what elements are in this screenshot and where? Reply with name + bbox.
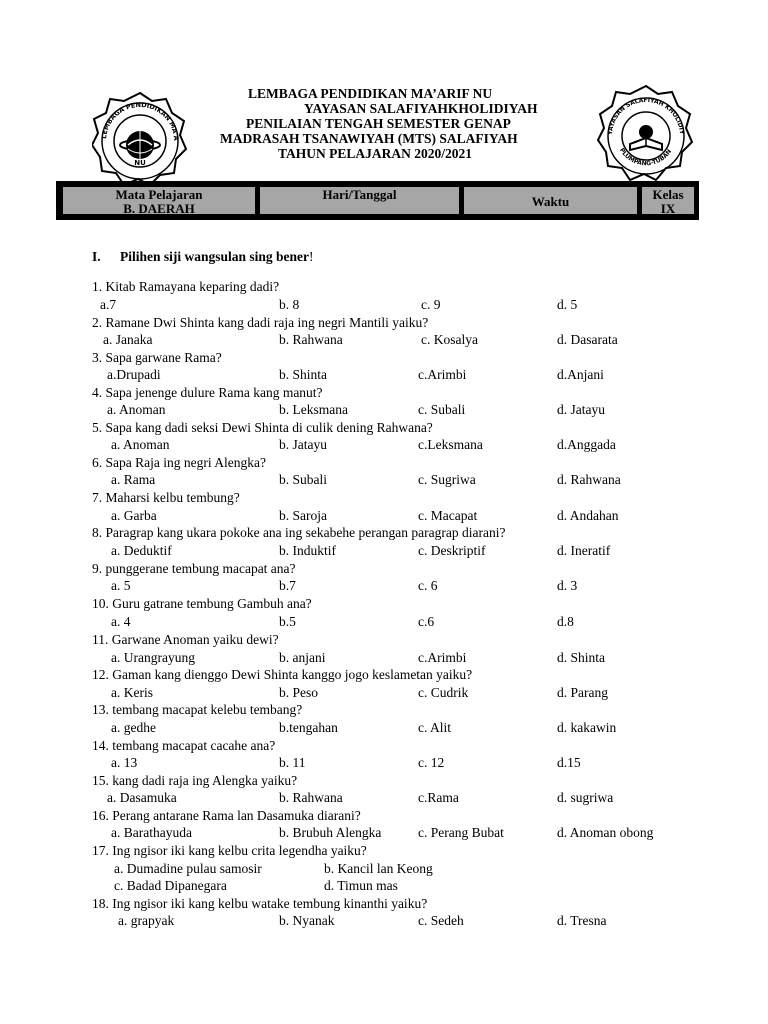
q17-option-a: a. Dumadine pulau samosir — [114, 861, 262, 876]
question-13-text: 13. tembang macapat kelebu tembang? — [92, 702, 303, 717]
question-17-text: 17. Ing ngisor iki kang kelbu crita legendha yaiku? — [92, 843, 367, 858]
question-18-text: 18. Ing ngisor iki kang kelbu watake tembung kinanthi yaiku? — [92, 896, 428, 911]
q10-option-d: d.8 — [557, 614, 574, 629]
q10-option-b: b.5 — [279, 614, 296, 629]
q4-option-c: c. Subali — [418, 402, 466, 417]
class-cell — [641, 186, 695, 215]
subject-label: Mata Pelajaran — [115, 187, 203, 202]
q17-option-b: b. Kancil lan Keong — [324, 861, 433, 876]
q5-option-d: d.Anggada — [557, 437, 616, 452]
header-line-1: LEMBAGA PENDIDIKAN MA’ARIF NU — [248, 86, 493, 101]
class-value: IX — [660, 201, 676, 216]
exam-info-bar — [56, 181, 699, 220]
svg-text:YAYASAN SALAFIYAH KHOLIDIYAH: YAYASAN SALAFIYAH KHOLIDIY — [606, 96, 685, 136]
header-line-5: TAHUN PELAJARAN 2020/2021 — [278, 146, 473, 161]
question-6-text: 6. Sapa Raja ing negri Alengka? — [92, 455, 266, 470]
question-15-text: 15. kang dadi raja ing Alengka yaiku? — [92, 773, 298, 788]
section-number: I. — [92, 249, 101, 264]
question-5-text: 5. Sapa kang dadi seksi Dewi Shinta di culik dening Rahwana? — [92, 420, 433, 435]
school-header — [190, 86, 590, 161]
svg-text:NU: NU — [134, 159, 146, 167]
q4-option-b: b. Leksmana — [279, 402, 348, 417]
question-3-text: 3. Sapa garwane Rama? — [92, 350, 222, 365]
q8-option-a: a. Deduktif — [111, 543, 172, 558]
q8-option-c: c. Deskriptif — [418, 543, 486, 558]
question-12-text: 12. Gaman kang dienggo Dewi Shinta kanggo jogo keslametan yaiku? — [92, 667, 473, 682]
yayasan-logo — [596, 84, 692, 180]
date-label: Hari/Tanggal — [322, 187, 397, 202]
q1-option-a: a.7 — [100, 297, 117, 312]
q3-option-a: a.Drupadi — [107, 367, 161, 382]
question-2-text: 2. Ramane Dwi Shinta kang dadi raja ing negri Mantili yaiku? — [92, 315, 429, 330]
q1-option-c: c. 9 — [421, 297, 441, 312]
q18-option-c: c. Sedeh — [418, 913, 464, 928]
q2-option-b: b. Rahwana — [279, 332, 343, 347]
q9-option-c: c. 6 — [418, 578, 438, 593]
q16-option-b: b. Brubuh Alengka — [279, 825, 382, 840]
q3-option-c: c.Arimbi — [418, 367, 467, 382]
q5-option-c: c.Leksmana — [418, 437, 483, 452]
header-line-4: MADRASAH TSANAWIYAH (MTS) SALAFIYAH — [220, 131, 518, 146]
nu-logo — [92, 91, 188, 187]
q12-option-b: b. Peso — [279, 685, 319, 700]
q2-option-c: c. Kosalya — [421, 332, 478, 347]
q13-option-d: d. kakawin — [557, 720, 617, 735]
q12-option-a: a. Keris — [111, 685, 153, 700]
q11-option-a: a. Urangrayung — [111, 650, 195, 665]
q2-option-d: d. Dasarata — [557, 332, 618, 347]
question-16-text: 16. Perang antarane Rama lan Dasamuka diarani? — [92, 808, 361, 823]
q18-option-d: d. Tresna — [557, 913, 607, 928]
q9-option-b: b.7 — [279, 578, 296, 593]
question-9-text: 9. punggerane tembung macapat ana? — [92, 561, 296, 576]
q11-option-c: c.Arimbi — [418, 650, 467, 665]
q13-option-a: a. gedhe — [111, 720, 156, 735]
q11-option-b: b. anjani — [279, 650, 326, 665]
question-11-text: 11. Garwane Anoman yaiku dewi? — [92, 632, 279, 647]
q14-option-d: d.15 — [557, 755, 581, 770]
header-line-2: YAYASAN SALAFIYAHKHOLIDIYAH — [304, 101, 538, 116]
time-cell — [463, 186, 638, 215]
q17-option-d: d. Timun mas — [324, 878, 398, 893]
q16-option-c: c. Perang Bubat — [418, 825, 504, 840]
q15-option-c: c.Rama — [418, 790, 459, 805]
q9-option-a: a. 5 — [111, 578, 131, 593]
svg-text:LEMBAGA PENDIDIKAN MA'ARIF NU: LEMBAGA PENDIDIKAN MA'A — [100, 100, 181, 141]
q18-option-a: a. grapyak — [118, 913, 175, 928]
q7-option-b: b. Saroja — [279, 508, 327, 523]
q15-option-b: b. Rahwana — [279, 790, 343, 805]
q16-option-d: d. Anoman obong — [557, 825, 654, 840]
q16-option-a: a. Barathayuda — [111, 825, 192, 840]
q9-option-d: d. 3 — [557, 578, 578, 593]
q14-option-c: c. 12 — [418, 755, 445, 770]
subject-cell — [62, 186, 256, 215]
question-8-text: 8. Paragrap kang ukara pokoke ana ing sekabehe perangan paragrap diarani? — [92, 525, 506, 540]
svg-text:PLUMPANG-TUBAN: PLUMPANG-TUBAN — [617, 146, 674, 168]
q4-option-d: d. Jatayu — [557, 402, 605, 417]
q15-option-a: a. Dasamuka — [107, 790, 177, 805]
q7-option-c: c. Macapat — [418, 508, 478, 523]
q1-option-b: b. 8 — [279, 297, 300, 312]
question-4-text: 4. Sapa jenenge dulure Rama kang manut? — [92, 385, 323, 400]
section-heading — [92, 249, 314, 265]
q7-option-a: a. Garba — [111, 508, 157, 523]
q3-option-d: d.Anjani — [557, 367, 604, 382]
q14-option-b: b. 11 — [279, 755, 306, 770]
question-7-text: 7. Maharsi kelbu tembung? — [92, 490, 240, 505]
date-cell — [259, 186, 460, 215]
header-line-3: PENILAIAN TENGAH SEMESTER GENAP — [246, 116, 511, 131]
class-label: Kelas — [652, 187, 684, 202]
q6-option-b: b. Subali — [279, 472, 328, 487]
subject-value: B. DAERAH — [123, 201, 195, 216]
time-label: Waktu — [531, 194, 570, 209]
q5-option-a: a. Anoman — [111, 437, 170, 452]
q3-option-b: b. Shinta — [279, 367, 328, 382]
q10-option-a: a. 4 — [111, 614, 131, 629]
q8-option-d: d. Ineratif — [557, 543, 611, 558]
q2-option-a: a. Janaka — [103, 332, 153, 347]
q1-option-d: d. 5 — [557, 297, 578, 312]
question-10-text: 10. Guru gatrane tembung Gambuh ana? — [92, 596, 312, 611]
q6-option-d: d. Rahwana — [557, 472, 621, 487]
q6-option-a: a. Rama — [111, 472, 156, 487]
q12-option-c: c. Cudrik — [418, 685, 469, 700]
q18-option-b: b. Nyanak — [279, 913, 335, 928]
q8-option-b: b. Induktif — [279, 543, 336, 558]
q13-option-c: c. Alit — [418, 720, 451, 735]
q10-option-c: c.6 — [418, 614, 435, 629]
q11-option-d: d. Shinta — [557, 650, 606, 665]
q12-option-d: d. Parang — [557, 685, 608, 700]
q15-option-d: d. sugriwa — [557, 790, 614, 805]
q14-option-a: a. 13 — [111, 755, 138, 770]
question-14-text: 14. tembang macapat cacahe ana? — [92, 738, 276, 753]
q13-option-b: b.tengahan — [279, 720, 338, 735]
q17-option-c: c. Badad Dipanegara — [114, 878, 227, 893]
section-instruction-suffix: ! — [309, 249, 314, 264]
q4-option-a: a. Anoman — [107, 402, 166, 417]
section-instruction: Pilihen siji wangsulan sing bener — [120, 249, 310, 264]
q6-option-c: c. Sugriwa — [418, 472, 476, 487]
question-1-text: 1. Kitab Ramayana keparing dadi? — [92, 279, 280, 294]
q5-option-b: b. Jatayu — [279, 437, 327, 452]
q7-option-d: d. Andahan — [557, 508, 619, 523]
